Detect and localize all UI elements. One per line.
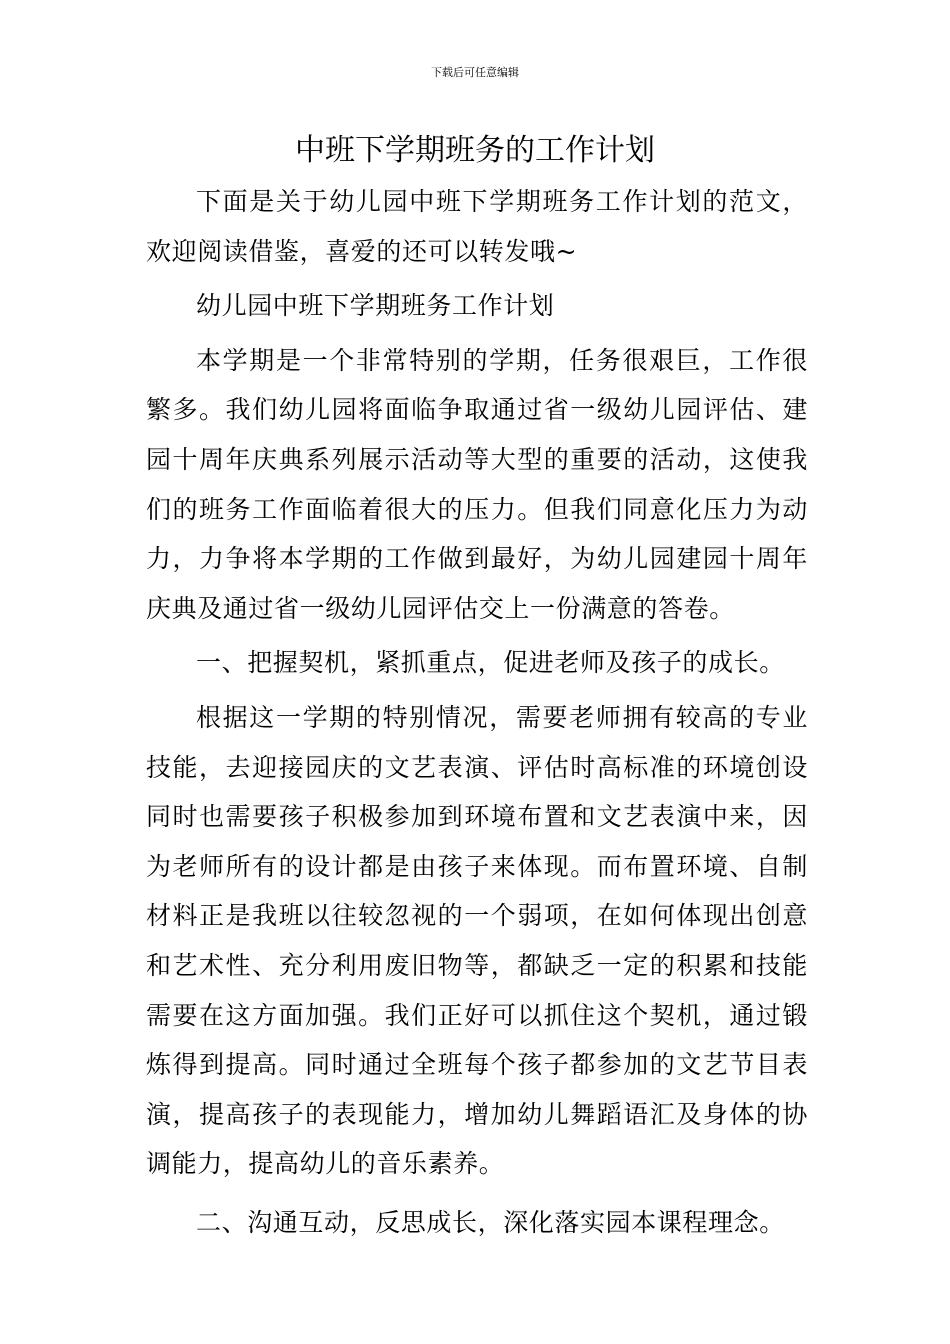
section-heading-1: 一、把握契机，紧抓重点，促进老师及孩子的成长。 <box>196 648 785 678</box>
document-title: 中班下学期班务的工作计划 <box>295 133 655 168</box>
section-heading-2: 二、沟通互动，反思成长，深化落实园本课程理念。 <box>196 1207 785 1237</box>
subtitle-paragraph: 幼儿园中班下学期班务工作计划 <box>196 291 555 321</box>
page-header-note: 下载后可任意编辑 <box>431 66 519 79</box>
intro-paragraph: 下面是关于幼儿园中班下学期班务工作计划的范文，欢迎阅读借鉴，喜爱的还可以转发哦~ <box>146 187 808 266</box>
document-body <box>146 177 808 1247</box>
body-paragraph: 根据这一学期的特别情况，需要老师拥有较高的专业技能，去迎接园庆的文艺表演、评估时高标准的环境创设同时也需要孩子积极参加到环境布置和文艺表演中来，因为老师所有的设计都是由孩子来体现。而布置环境、自制材料正是我班以往较忽视的一个弱项，在如何体现出创意和艺术性、充分利用废旧物等，都缺乏一定的积累和技能需要在这方面加强。我们正好可以抓住这个契机，通过锻炼得到提高。同时通过全班每个孩子都参加的文艺节目表演，提高孩子的表现能力，增加幼儿舞蹈语汇及身体的协调能力，提高幼儿的音乐素养。 <box>146 702 808 1179</box>
body-paragraph: 本学期是一个非常特别的学期，任务很艰巨，工作很繁多。我们幼儿园将面临争取通过省一级幼儿园评估、建园十周年庆典系列展示活动等大型的重要的活动，这使我们的班务工作面临着很大的压力。但我们同意化压力为动力，力争将本学期的工作做到最好，为幼儿园建园十周年庆典及通过省一级幼儿园评估交上一份满意的答卷。 <box>146 345 808 623</box>
